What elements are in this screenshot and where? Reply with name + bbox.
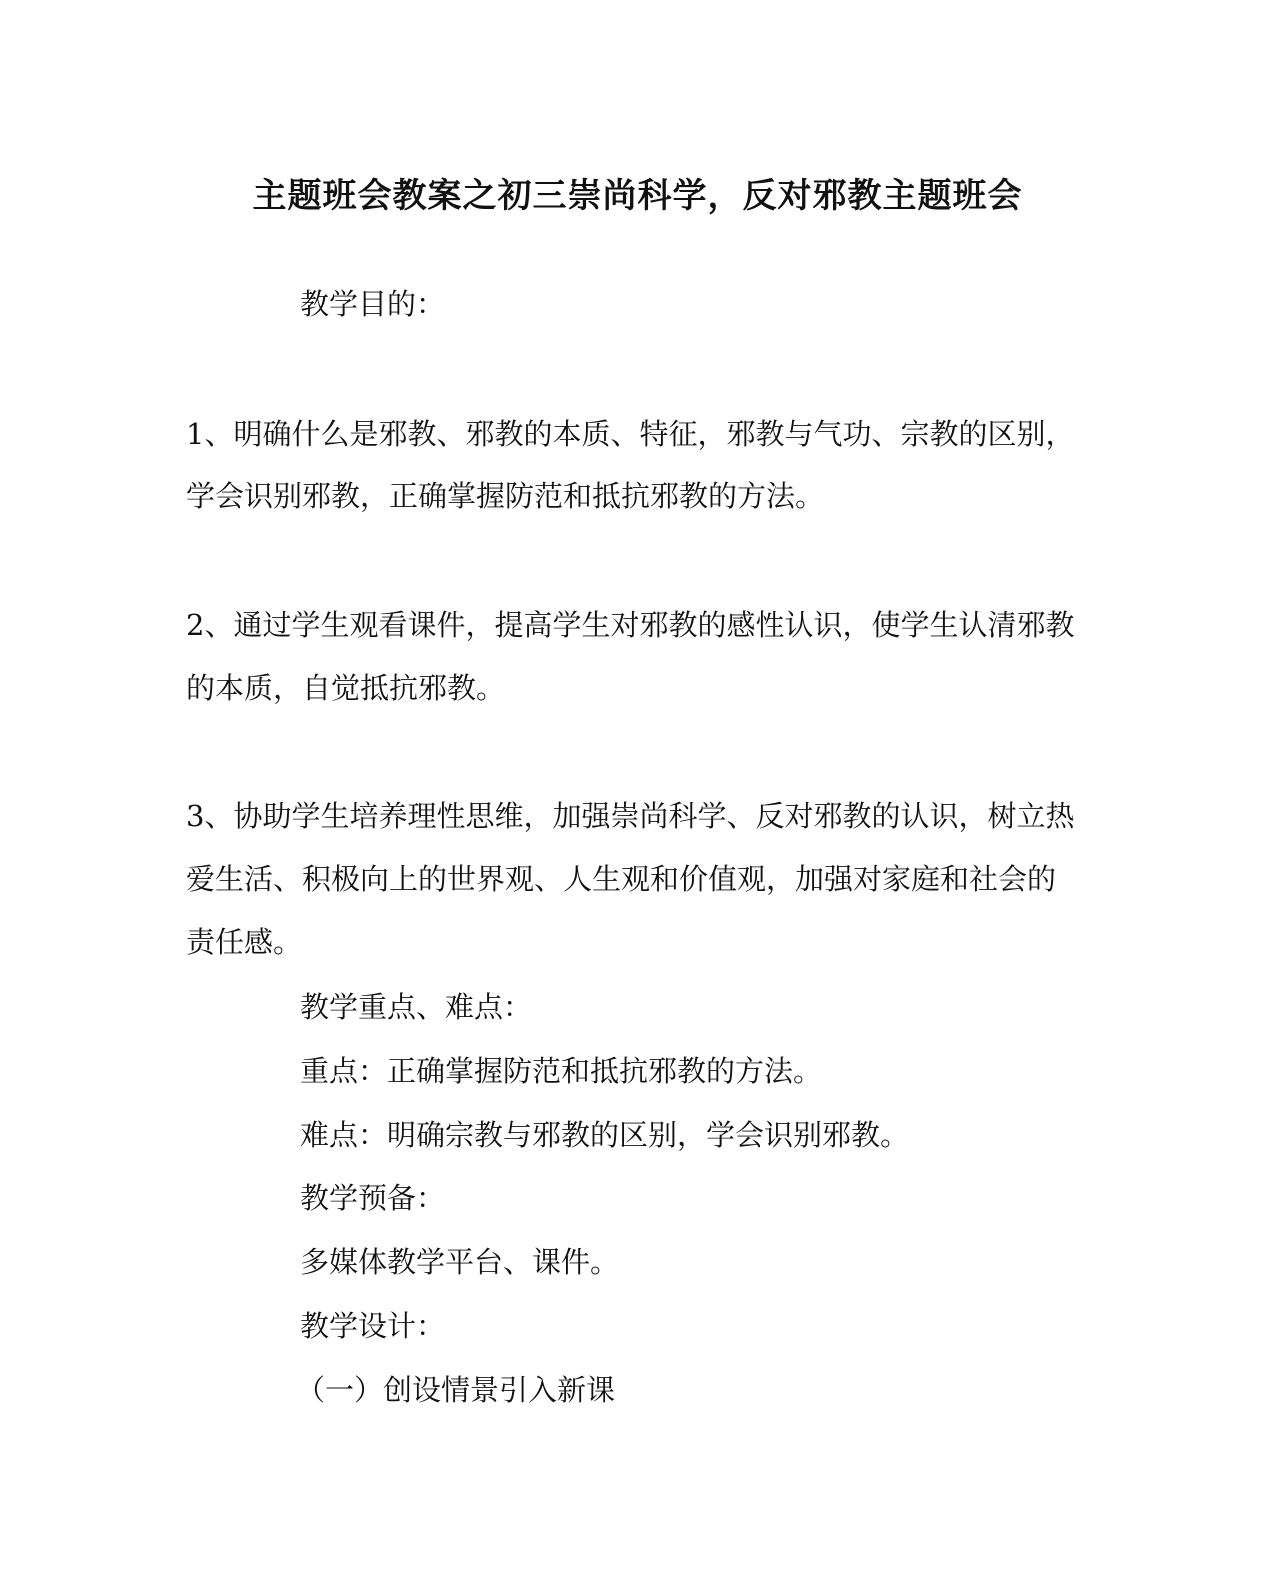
objective-3-line-1: 3、协助学生培养理性思维，加强崇尚科学、反对邪教的认识，树立热	[186, 799, 1075, 833]
difficult-point: 难点：明确宗教与邪教的区别，学会识别邪教。	[300, 1118, 910, 1152]
objective-1-line-2: 学会识别邪教，正确掌握防范和抵抗邪教的方法。	[186, 479, 825, 513]
document-title: 主题班会教案之初三崇尚科学，反对邪教主题班会	[252, 176, 1023, 216]
preparation-heading: 教学预备：	[300, 1181, 446, 1215]
key-points-heading: 教学重点、难点：	[300, 990, 533, 1024]
design-heading: 教学设计：	[300, 1309, 446, 1343]
objective-2-line-1: 2、通过学生观看课件，提高学生对邪教的感性认识，使学生认清邪教	[186, 608, 1075, 642]
objectives-heading: 教学目的：	[300, 287, 446, 321]
section-1-heading: （一）创设情景引入新课	[296, 1373, 616, 1407]
objective-1-line-1: 1、明确什么是邪教、邪教的本质、特征，邪教与气功、宗教的区别，	[186, 417, 1075, 451]
objective-3-line-2: 爱生活、积极向上的世界观、人生观和价值观，加强对家庭和社会的	[186, 862, 1057, 896]
objective-2-line-2: 的本质，自觉抵抗邪教。	[186, 671, 506, 705]
key-point: 重点：正确掌握防范和抵抗邪教的方法。	[300, 1054, 823, 1088]
preparation-content: 多媒体教学平台、课件。	[300, 1245, 620, 1279]
objective-3-line-3: 责任感。	[186, 925, 303, 959]
